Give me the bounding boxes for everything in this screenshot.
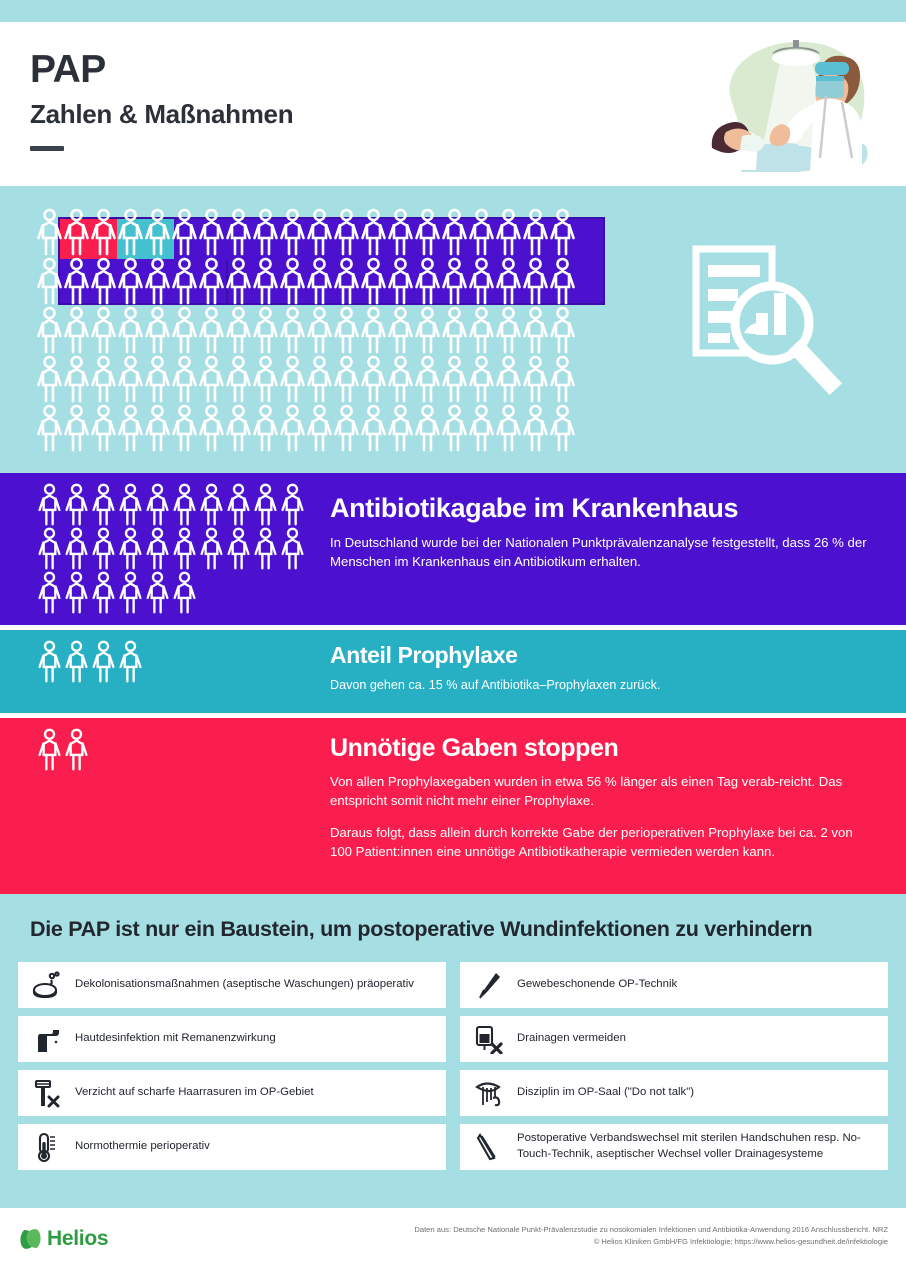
measure-card-label: Hautdesinfektion mit Remanenzwirkung: [75, 1031, 276, 1044]
person-figure: [522, 208, 549, 257]
person-figure: [63, 355, 90, 404]
person-figure: [171, 483, 198, 527]
drainage-bag-no-icon: [472, 1022, 506, 1056]
measure-card[interactable]: [18, 962, 446, 1008]
person-figure: [279, 355, 306, 404]
person-figure: [90, 257, 117, 306]
band-unnoetige-gaben: [0, 718, 906, 894]
person-figure: [225, 527, 252, 571]
person-figure: [171, 306, 198, 355]
band-anteil-prophylaxe: [0, 630, 906, 713]
pictogram-row: [36, 208, 576, 257]
header: [0, 22, 906, 186]
measure-card[interactable]: [460, 1124, 888, 1170]
person-figure: [117, 404, 144, 453]
person-figure: [333, 208, 360, 257]
person-figure: [144, 257, 171, 306]
measure-card-label: Gewebeschonende OP-Technik: [517, 977, 678, 990]
person-figure: [117, 571, 144, 615]
person-figure: [36, 208, 63, 257]
person-figure: [414, 208, 441, 257]
measure-card[interactable]: [460, 962, 888, 1008]
person-figure: [225, 355, 252, 404]
measures-right-column: [460, 962, 888, 1170]
person-figure: [441, 306, 468, 355]
band-paragraph: Daraus folgt, dass allein durch korrekte Gabe der perioperativen Prophylaxe bei ca. 2 von 100 Patient:innen eine unnötige Antibiotikatherapie vermieden werden kann.: [330, 825, 853, 860]
person-figure: [252, 208, 279, 257]
person-figure: [198, 306, 225, 355]
band-figure-row: [36, 728, 330, 772]
person-figure: [171, 208, 198, 257]
person-figure: [36, 571, 63, 615]
pictogram-row: [36, 306, 576, 355]
person-figure: [360, 355, 387, 404]
measure-card-label: Postoperative Verbandswechsel mit sterilen Handschuhen resp. No-Touch-Technik, aseptischer Wechsel voller Drainagesysteme: [517, 1132, 861, 1160]
person-figure: [90, 404, 117, 453]
band-figure-row: [36, 640, 330, 684]
person-figure: [549, 257, 576, 306]
person-figure: [90, 483, 117, 527]
person-figure: [333, 404, 360, 453]
faucet-icon: [30, 1022, 64, 1056]
person-figure: [90, 527, 117, 571]
person-figure: [63, 208, 90, 257]
person-figure: [90, 355, 117, 404]
person-figure: [36, 404, 63, 453]
person-figure: [225, 483, 252, 527]
band-antibiotikagabe-figures: [0, 473, 330, 625]
band-antibiotikagabe-title: Antibiotikagabe im Krankenhaus: [330, 493, 739, 523]
person-figure: [468, 257, 495, 306]
measure-card[interactable]: [18, 1070, 446, 1116]
person-figure: [90, 306, 117, 355]
people-grid: [36, 208, 576, 453]
person-figure: [414, 355, 441, 404]
measures-cards: [18, 962, 888, 1170]
band-figure-row: [36, 571, 330, 615]
person-figure: [279, 483, 306, 527]
band-unnoetige-gaben-figures: [0, 718, 330, 894]
person-figure: [225, 404, 252, 453]
title-underline-rule: [30, 146, 64, 151]
person-figure: [279, 404, 306, 453]
person-figure: [36, 527, 63, 571]
person-figure: [171, 571, 198, 615]
person-figure: [36, 355, 63, 404]
person-figure: [387, 355, 414, 404]
person-figure: [333, 257, 360, 306]
person-figure: [252, 355, 279, 404]
person-figure: [252, 257, 279, 306]
person-figure: [468, 355, 495, 404]
person-figure: [414, 404, 441, 453]
person-figure: [360, 404, 387, 453]
person-figure: [117, 208, 144, 257]
band-anteil-prophylaxe-figures: [0, 630, 330, 713]
person-figure: [36, 306, 63, 355]
source-line-2: © Helios Kliniken GmbH/FG Infektiologie; https://www.helios-gesundheit.de/infektiologie: [593, 1237, 888, 1247]
person-figure: [198, 257, 225, 306]
person-figure: [252, 483, 279, 527]
person-figure: [171, 355, 198, 404]
person-figure: [144, 208, 171, 257]
person-figure: [495, 404, 522, 453]
pictogram-row: [36, 257, 576, 306]
person-figure: [387, 208, 414, 257]
person-figure: [306, 306, 333, 355]
person-figure: [198, 355, 225, 404]
person-figure: [144, 404, 171, 453]
person-figure: [549, 404, 576, 453]
person-figure: [144, 355, 171, 404]
measure-card[interactable]: [18, 1124, 446, 1170]
person-figure: [387, 306, 414, 355]
band-antibiotikagabe-body: [330, 533, 875, 571]
person-figure: [36, 483, 63, 527]
person-figure: [441, 257, 468, 306]
pictogram-row: [36, 355, 576, 404]
document-magnifier-icon: [684, 241, 844, 401]
person-figure: [117, 527, 144, 571]
person-figure: [225, 306, 252, 355]
person-figure: [522, 355, 549, 404]
person-figure: [252, 306, 279, 355]
thermometer-icon: [30, 1130, 64, 1164]
person-figure: [306, 355, 333, 404]
person-figure: [495, 208, 522, 257]
person-figure: [198, 208, 225, 257]
operating-room-illustration: [702, 32, 874, 182]
measures-section: [0, 894, 906, 1198]
person-figure: [63, 257, 90, 306]
person-figure: [144, 527, 171, 571]
person-figure: [360, 306, 387, 355]
measure-card-label: Dekolonisationsmaßnahmen (aseptische Waschungen) präoperativ: [75, 977, 414, 990]
measure-card-label: Disziplin im OP-Saal ("Do not talk"): [517, 1085, 695, 1098]
footer-accent-strip: [0, 1198, 906, 1208]
person-figure: [414, 306, 441, 355]
source-note: [414, 1224, 888, 1248]
soap-bar-icon: [30, 968, 64, 1002]
person-figure: [90, 208, 117, 257]
band-paragraph: In Deutschland wurde bei der Nationalen Punktprävalenzanalyse festgestellt, dass 26 % der Menschen im Krankenhaus ein Antibiotikum erhalten.: [330, 535, 867, 570]
person-figure: [117, 640, 144, 684]
person-figure: [495, 355, 522, 404]
band-paragraph: Davon gehen ca. 15 % auf Antibiotika–Prophylaxen zurück.: [330, 678, 661, 692]
person-figure: [36, 728, 63, 772]
person-figure: [333, 355, 360, 404]
person-figure: [90, 640, 117, 684]
person-figure: [360, 208, 387, 257]
person-figure: [468, 208, 495, 257]
person-figure: [468, 306, 495, 355]
person-figure: [306, 404, 333, 453]
person-figure: [549, 208, 576, 257]
person-figure: [171, 404, 198, 453]
measure-card-label: Normothermie perioperativ: [75, 1139, 210, 1152]
person-figure: [306, 257, 333, 306]
helios-logo[interactable]: [20, 1227, 108, 1251]
person-figure: [252, 404, 279, 453]
person-figure: [117, 257, 144, 306]
person-figure: [117, 306, 144, 355]
person-figure: [63, 527, 90, 571]
band-paragraph: Von allen Prophylaxegaben wurden in etwa 56 % länger als einen Tag verab-reicht. Das entspricht somit nicht mehr einer Prophylaxe.: [330, 774, 843, 809]
band-anteil-prophylaxe-title: Anteil Prophylaxe: [330, 642, 518, 668]
person-figure: [414, 257, 441, 306]
person-figure: [495, 257, 522, 306]
person-figure: [495, 306, 522, 355]
measure-card-label: Drainagen vermeiden: [517, 1031, 626, 1044]
person-figure: [387, 404, 414, 453]
razor-no-icon: [30, 1076, 64, 1110]
person-figure: [279, 306, 306, 355]
person-figure: [144, 571, 171, 615]
person-figure: [198, 483, 225, 527]
scalpel-icon: [472, 968, 506, 1002]
person-figure: [144, 483, 171, 527]
helios-logo-text: Helios: [47, 1227, 109, 1250]
person-figure: [117, 483, 144, 527]
person-figure: [63, 306, 90, 355]
person-figure: [279, 208, 306, 257]
measure-card[interactable]: [460, 1016, 888, 1062]
measures-title: Die PAP ist nur ein Baustein, um postoperative Wundinfektionen zu verhindern: [30, 917, 813, 941]
person-figure: [333, 306, 360, 355]
person-figure: [225, 208, 252, 257]
person-figure: [522, 306, 549, 355]
page-subtitle: Zahlen & Maßnahmen: [30, 98, 294, 129]
person-figure: [63, 483, 90, 527]
person-figure: [522, 404, 549, 453]
measure-card[interactable]: [18, 1016, 446, 1062]
person-figure: [63, 571, 90, 615]
person-figure: [63, 404, 90, 453]
person-figure: [441, 404, 468, 453]
page-title: PAP: [30, 48, 106, 91]
band-unnoetige-gaben-body: [330, 772, 875, 862]
person-figure: [279, 527, 306, 571]
person-figure: [198, 404, 225, 453]
person-figure: [522, 257, 549, 306]
person-figure: [171, 257, 198, 306]
person-figure: [549, 355, 576, 404]
pictogram-row: [36, 404, 576, 453]
person-figure: [144, 306, 171, 355]
band-unnoetige-gaben-title: Unnötige Gaben stoppen: [330, 734, 619, 762]
person-figure: [387, 257, 414, 306]
top-accent-strip: [0, 0, 906, 22]
helios-leaf-icon: [20, 1227, 42, 1251]
person-figure: [441, 208, 468, 257]
speech-mask-icon: [472, 1076, 506, 1110]
person-figure: [171, 527, 198, 571]
measure-card[interactable]: [460, 1070, 888, 1116]
person-figure: [306, 208, 333, 257]
footer: [0, 1208, 906, 1270]
person-figure: [360, 257, 387, 306]
person-figure: [63, 728, 90, 772]
person-figure: [468, 404, 495, 453]
source-line-1: Daten aus: Deutsche Nationale Punkt-Prävalenzstudie zu nosokomialen Infektionen und Antibiotika-Anwendung 2016 Anschlussbericht. NRZ: [414, 1225, 888, 1234]
tweezers-icon: [472, 1130, 506, 1164]
person-figure: [36, 257, 63, 306]
band-anteil-prophylaxe-body: [330, 676, 875, 694]
person-figure: [441, 355, 468, 404]
pictogram-grid-section: [0, 186, 906, 473]
band-antibiotikagabe: [0, 473, 906, 625]
person-figure: [549, 306, 576, 355]
person-figure: [63, 640, 90, 684]
band-figure-row: [36, 483, 330, 527]
person-figure: [279, 257, 306, 306]
band-figure-row: [36, 527, 330, 571]
person-figure: [90, 571, 117, 615]
measures-left-column: [18, 962, 446, 1170]
person-figure: [225, 257, 252, 306]
person-figure: [198, 527, 225, 571]
person-figure: [36, 640, 63, 684]
person-figure: [117, 355, 144, 404]
measure-card-label: Verzicht auf scharfe Haarrasuren im OP-Gebiet: [75, 1085, 314, 1098]
person-figure: [252, 527, 279, 571]
